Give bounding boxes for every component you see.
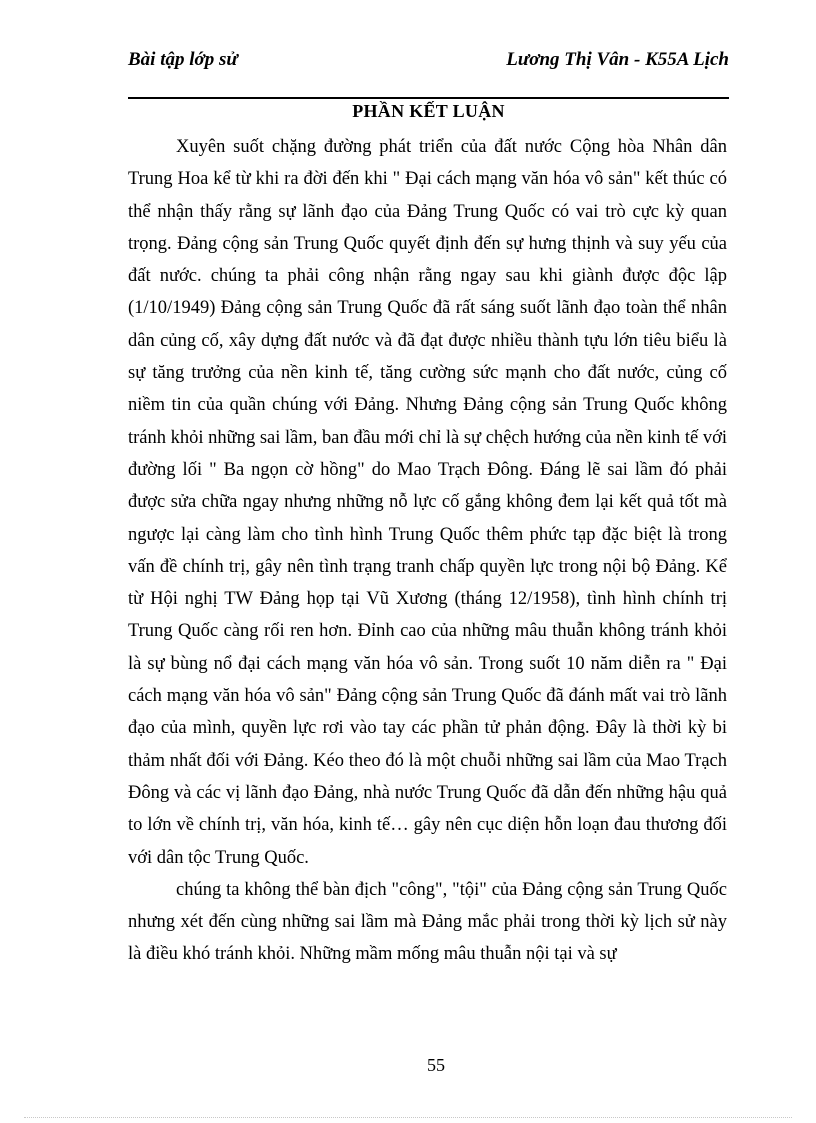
paragraph-2: chúng ta không thể bàn địch "công", "tội" của Đảng cộng sản Trung Quốc nhưng xét đến cùng những sai lầm mà Đảng mắc phải trong thời kỳ lịch sử này là điều khó tránh khỏi. Những mầm mống mâu thuẫn nội tại và sự: [128, 879, 727, 965]
page-number: 55: [427, 1055, 445, 1075]
paragraph-1: Xuyên suốt chặng đường phát triển của đất nước Cộng hòa Nhân dân Trung Hoa kể từ khi ra đời đến khi " Đại cách mạng văn hóa vô sản" kết thúc có thể nhận thấy rằng sự lãnh đạo của Đảng Trung Quốc có vai trò cực kỳ quan trọng. Đảng cộng sản Trung Quốc quyết định đến sự hưng thịnh và suy yếu của đất nước. chúng ta phải công nhận rằng ngay sau khi giành được độc lập (1/10/1949) Đảng cộng sản Trung Quốc đã rất sáng suốt lãnh đạo toàn thể nhân dân củng cố, xây dựng đất nước và đã đạt được nhiều thành tựu lớn tiêu biểu là sự tăng trưởng của nền kinh tế, tăng cường sức mạnh cho đất nước, củng cố niềm tin của quần chúng với Đảng. Nhưng Đảng cộng sản Trung Quốc không tránh khỏi những sai lầm, ban đầu mới chỉ là sự chệch hướng của nền kinh tế với đường lối " Ba ngọn cờ hồng" do Mao Trạch Đông. Đáng lẽ sai lầm đó phải được sửa chữa ngay nhưng những nỗ lực cố gắng không đem lại kết quả tốt mà ngược lại càng làm cho tình hình Trung Quốc thêm phức tạp đặc biệt là trong vấn đề chính trị, gây nên tình trạng tranh chấp quyền lực trong nội bộ Đảng. Kể từ Hội nghị TW Đảng họp tại Vũ Xương (tháng 12/1958), tình hình chính trị Trung Quốc càng rối ren hơn. Đỉnh cao của những mâu thuẫn không tránh khỏi là sự bùng nổ đại cách mạng văn hóa vô sản. Trong suốt 10 năm diễn ra " Đại cách mạng văn hóa vô sản" Đảng cộng sản Trung Quốc đã đánh mất vai trò lãnh đạo của mình, quyền lực rơi vào tay các phần tử phản động. Đây là thời kỳ bi thảm nhất đối với Đảng. Kéo theo đó là một chuỗi những sai lầm của Mao Trạch Đông và các vị lãnh đạo Đảng, nhà nước Trung Quốc đã dẫn đến những hậu quả to lớn về chính trị, văn hóa, kinh tế… gây nên cục diện hỗn loạn đau thương đối với dân tộc Trung Quốc.: [128, 137, 727, 868]
page-header: [128, 48, 729, 98]
header-author: Lương Thị Vân - K55A Lịch: [506, 49, 729, 70]
body-text: [128, 131, 727, 971]
header-course-title: Bài tập lớp sử: [128, 49, 238, 70]
section-title: PHẦN KẾT LUẬN: [352, 101, 505, 121]
page-bottom-border: [24, 1117, 792, 1118]
